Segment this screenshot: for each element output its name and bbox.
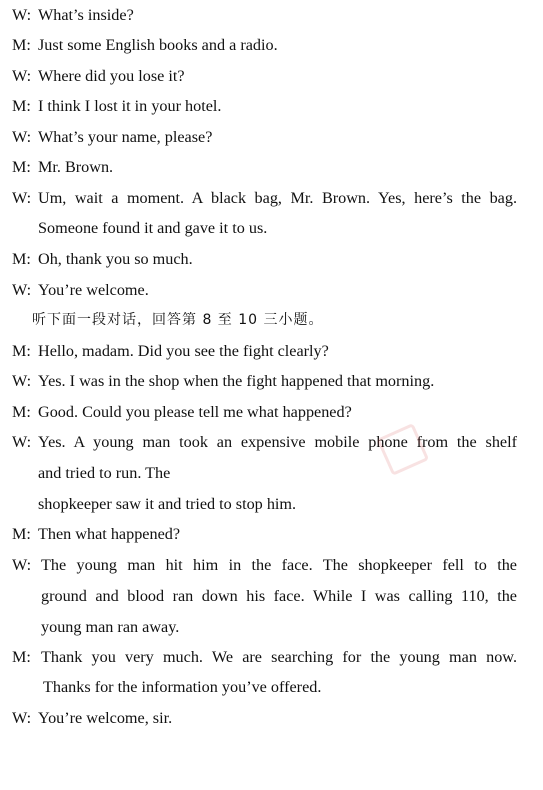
dialogue-continuation (0, 585, 531, 607)
speaker-label: M: (12, 403, 31, 421)
line-text: ground and blood ran down his face. While I was calling 110, the (41, 587, 517, 605)
speaker-label: W: (12, 709, 32, 727)
line-text: What’s your name, please? (38, 128, 213, 146)
dialogue-line (0, 370, 531, 392)
line-text: Mr. Brown. (38, 158, 114, 176)
dialogue-line (0, 95, 531, 117)
line-text: Someone found it and gave it to us. (38, 219, 268, 237)
dialogue-line (0, 279, 531, 301)
line-text: and tried to run. The (38, 464, 171, 482)
instruction-text: 听下面一段对话，回答第 8 至 10 三小题。 (32, 312, 324, 328)
line-text: What’s inside? (38, 6, 134, 24)
speaker-label: M: (12, 525, 31, 543)
dialogue-line (0, 187, 531, 209)
line-text: Thank you very much. We are searching for the young man now. (41, 648, 517, 666)
dialogue-continuation (0, 676, 531, 698)
dialogue-continuation (0, 217, 531, 239)
speaker-label: W: (12, 67, 32, 85)
line-text: shopkeeper saw it and tried to stop him. (38, 495, 297, 513)
line-text: Where did you lose it? (38, 67, 185, 85)
dialogue-line (0, 248, 531, 270)
line-text: Then what happened? (38, 525, 181, 543)
dialogue-line (0, 340, 531, 362)
dialogue-line (0, 646, 531, 668)
dialogue-line (0, 431, 531, 453)
line-text: Just some English books and a radio. (38, 36, 278, 54)
line-text: Thanks for the information you’ve offered. (43, 678, 322, 696)
dialogue-line (0, 707, 531, 729)
line-text: You’re welcome, sir. (38, 709, 173, 727)
line-text: I think I lost it in your hotel. (38, 97, 222, 115)
line-text: Hello, madam. Did you see the fight clearly? (38, 342, 329, 360)
line-text: young man ran away. (41, 618, 180, 636)
line-text: You’re welcome. (38, 281, 149, 299)
speaker-label: W: (12, 372, 32, 390)
dialogue-line (0, 65, 531, 87)
speaker-label: W: (12, 128, 32, 146)
dialogue-continuation (0, 462, 531, 484)
dialogue-continuation (0, 493, 531, 515)
dialogue-line (0, 156, 531, 178)
line-text: Good. Could you please tell me what happened? (38, 403, 352, 421)
dialogue-line (0, 401, 531, 423)
speaker-label: M: (12, 250, 31, 268)
speaker-label: M: (12, 342, 31, 360)
speaker-label: M: (12, 97, 31, 115)
dialogue-line (0, 554, 531, 576)
line-text: Yes. A young man took an expensive mobile phone from the shelf (38, 433, 517, 451)
dialogue-continuation (0, 616, 531, 638)
dialogue-line (0, 523, 531, 545)
speaker-label: W: (12, 189, 32, 207)
speaker-label: W: (12, 6, 32, 24)
speaker-label: W: (12, 556, 32, 574)
line-text: Um, wait a moment. A black bag, Mr. Brown. Yes, here’s the bag. (38, 189, 517, 207)
dialogue-line (0, 34, 531, 56)
speaker-label: M: (12, 36, 31, 54)
speaker-label: M: (12, 648, 31, 666)
section-heading (0, 309, 531, 331)
speaker-label: M: (12, 158, 31, 176)
line-text: Yes. I was in the shop when the fight happened that morning. (38, 372, 435, 390)
speaker-label: W: (12, 433, 32, 451)
speaker-label: W: (12, 281, 32, 299)
dialogue-line (0, 4, 531, 26)
line-text: Oh, thank you so much. (38, 250, 193, 268)
dialogue-line (0, 126, 531, 148)
line-text: The young man hit him in the face. The shopkeeper fell to the (41, 556, 517, 574)
